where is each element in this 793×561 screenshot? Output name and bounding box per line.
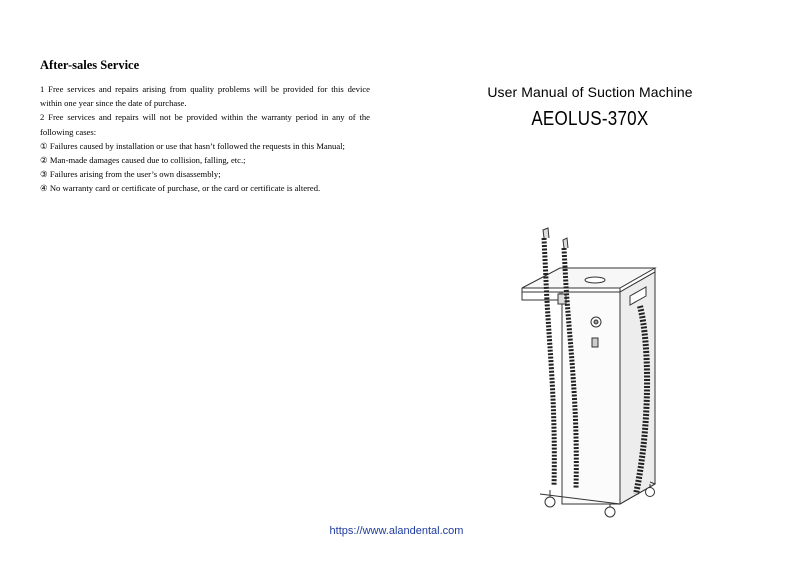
caster-wheel-front-right: [605, 507, 615, 517]
warranty-paragraph-1: 1 Free services and repairs arising from quality problems will be provided for this device within one year since the date of purchase.: [40, 84, 370, 109]
warranty-case-4: ④ No warranty card or certificate of purchase, or the card or certificate is altered.: [40, 183, 321, 194]
section-title: After-sales Service: [40, 58, 140, 72]
warranty-case-2: ② Man-made damages caused due to collision, falling, etc.;: [40, 155, 246, 166]
caster-wheel-front-left: [545, 497, 555, 507]
warranty-paragraph-2: 2 Free services and repairs will not be provided within the warranty period in any of the following cases:: [40, 112, 370, 137]
manual-title: User Manual of Suction Machine: [487, 84, 693, 100]
warranty-case-3: ③ Failures arising from the user’s own disassembly;: [40, 169, 221, 180]
model-name: AEOLUS-370X: [531, 108, 649, 130]
caster-wheel-rear: [646, 488, 655, 497]
suction-machine-illustration: [510, 226, 660, 521]
power-switch-icon: [592, 338, 598, 347]
after-sales-section: [40, 58, 370, 196]
website-link[interactable]: https://www.alandental.com: [329, 525, 464, 537]
warranty-case-1: ① Failures caused by installation or use that hasn’t followed the requests in this Manual;: [40, 140, 345, 151]
cover-section: [430, 84, 750, 131]
